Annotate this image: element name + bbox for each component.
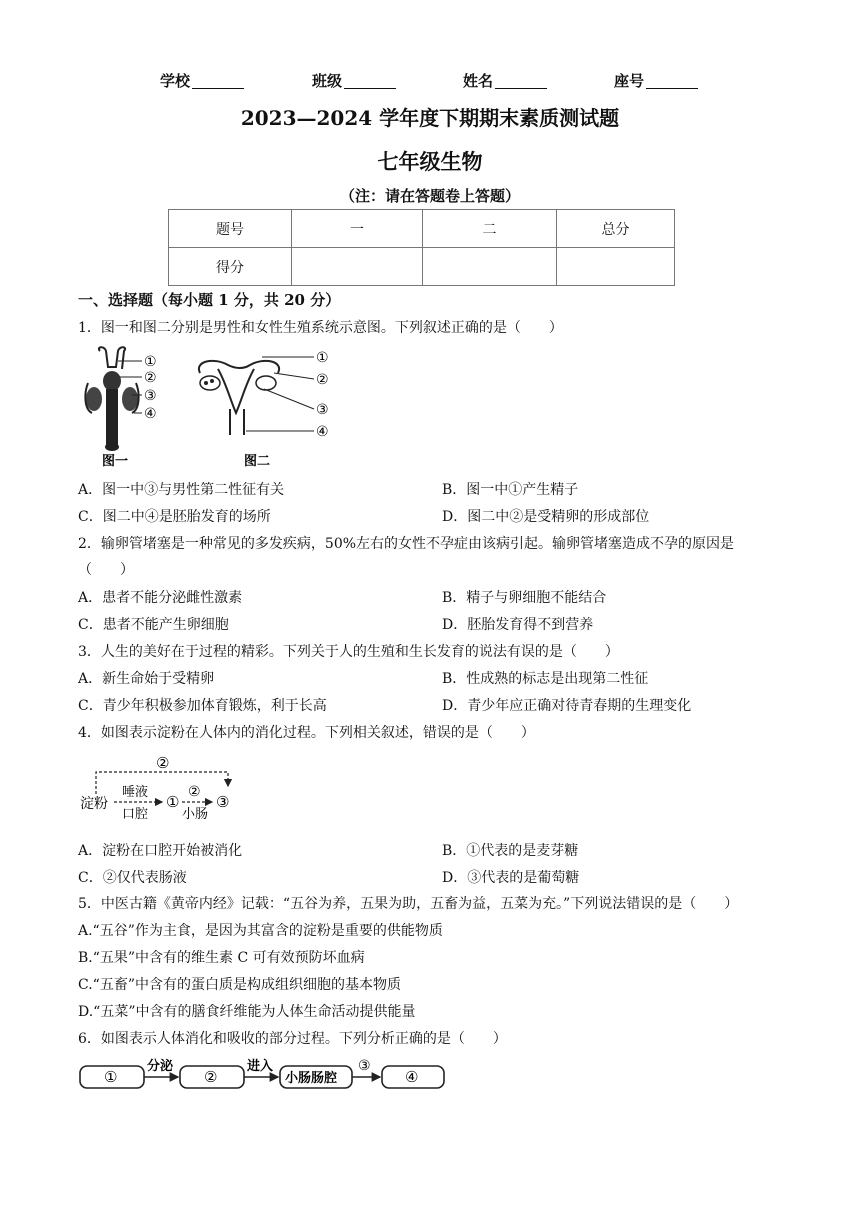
q5-option-d[interactable]: D.“五菜”中含有的膳食纤维能为人体生命活动提供能量: [78, 1004, 416, 1020]
female-system-figure: [199, 350, 329, 469]
box-4-label: ④: [405, 1068, 419, 1086]
q2-stem-paren: （ ）: [78, 562, 134, 578]
score-cell[interactable]: [423, 248, 557, 286]
q4-option-b[interactable]: B．①代表的是麦芽糖: [442, 843, 579, 859]
diagram-node-3: ③: [216, 793, 230, 811]
fig1-label: 图一: [102, 454, 129, 469]
q2-option-b[interactable]: B．精子与卵细胞不能结合: [442, 590, 607, 606]
score-table-row: [169, 248, 675, 286]
exam-title: 2023—2024 学年度下期期末素质测试题: [240, 106, 620, 130]
box-2-label: ②: [204, 1068, 218, 1086]
q3-option-d[interactable]: D．青少年应正确对待青春期的生理变化: [442, 698, 692, 714]
marker-3: ③: [144, 388, 157, 404]
score-table-header-row: [169, 210, 675, 248]
digestion-absorption-diagram: [78, 1054, 448, 1094]
seat-field[interactable]: 座号: [614, 70, 698, 91]
marker-3: ③: [316, 402, 329, 418]
q1-option-b[interactable]: B．图一中①产生精子: [442, 482, 579, 498]
marker-2: ②: [144, 370, 157, 386]
q4-option-c[interactable]: C．②仅代表肠液: [78, 870, 187, 886]
score-row-label: 得分: [169, 248, 292, 286]
exam-note: （注：请在答题卷上答题）: [339, 187, 520, 205]
marker-1: ①: [144, 354, 157, 370]
diagram-saliva: 唾液: [122, 785, 149, 800]
q5-stem: 5．中医古籍《黄帝内经》记载：“五谷为养，五果为助，五畜为益，五菜为充。”下列说法错误的是（ ）: [78, 896, 739, 912]
arrow-enter: 进入: [247, 1059, 274, 1074]
school-field[interactable]: 学校: [160, 70, 244, 91]
q5-option-a[interactable]: A.“五谷”作为主食，是因为其富含的淀粉是重要的供能物质: [78, 923, 443, 939]
diagram-node-2-top: ②: [156, 754, 170, 772]
box-3-label: 小肠肠腔: [285, 1071, 338, 1086]
score-header-cell: 二: [423, 210, 557, 248]
q1-stem: 1．图一和图二分别是男性和女性生殖系统示意图。下列叙述正确的是（ ）: [78, 320, 563, 336]
marker-4: ④: [316, 424, 329, 440]
q3-option-b[interactable]: B．性成熟的标志是出现第二性征: [442, 671, 649, 687]
marker-1: ①: [316, 350, 329, 366]
student-info-row: [0, 70, 860, 92]
diagram-intestine: 小肠: [182, 807, 209, 822]
q1-option-a[interactable]: A．图一中③与男性第二性征有关: [78, 482, 285, 498]
male-system-figure: [85, 347, 156, 469]
score-cell[interactable]: [292, 248, 423, 286]
score-header-cell: 一: [292, 210, 423, 248]
arrow-3: ③: [358, 1058, 371, 1074]
q2-stem: 2．输卵管堵塞是一种常见的多发疾病，50%左右的女性不孕症由该病引起。输卵管堵塞造成不孕的原因是: [78, 536, 735, 552]
score-header-cell: 总分: [557, 210, 675, 248]
q5-option-c[interactable]: C.“五畜”中含有的蛋白质是构成组织细胞的基本物质: [78, 977, 401, 993]
name-field[interactable]: 姓名: [463, 70, 547, 91]
q1-figures: [78, 343, 348, 470]
arrow-secrete: 分泌: [147, 1059, 174, 1074]
exam-subject: 七年级生物: [377, 149, 483, 174]
q2-option-d[interactable]: D．胚胎发育得不到营养: [442, 617, 594, 633]
q3-stem: 3．人生的美好在于过程的精彩。下列关于人的生殖和生长发育的说法有误的是（ ）: [78, 644, 619, 660]
q1-option-c[interactable]: C．图二中④是胚胎发育的场所: [78, 509, 271, 525]
diagram-node-2: ②: [188, 784, 201, 800]
q2-option-c[interactable]: C．患者不能产生卵细胞: [78, 617, 229, 633]
diagram-node-1: ①: [166, 793, 180, 811]
q6-stem: 6．如图表示人体消化和吸收的部分过程。下列分析正确的是（ ）: [78, 1031, 507, 1047]
marker-4: ④: [144, 406, 157, 422]
fig2-label: 图二: [244, 454, 271, 469]
score-table: [168, 209, 675, 286]
q4-option-d[interactable]: D．③代表的是葡萄糖: [442, 870, 580, 886]
q1-option-d[interactable]: D．图二中②是受精卵的形成部位: [442, 509, 650, 525]
diagram-starch: 淀粉: [80, 796, 108, 812]
score-header-cell: 题号: [169, 210, 292, 248]
q3-option-c[interactable]: C．青少年积极参加体育锻炼，利于长高: [78, 698, 327, 714]
marker-2: ②: [316, 372, 329, 388]
q4-option-a[interactable]: A．淀粉在口腔开始被消化: [78, 843, 243, 859]
diagram-mouth: 口腔: [122, 807, 149, 822]
box-1-label: ①: [104, 1068, 118, 1086]
class-field[interactable]: 班级: [312, 70, 396, 91]
q2-option-a[interactable]: A．患者不能分泌雌性激素: [78, 590, 243, 606]
q3-option-a[interactable]: A．新生命始于受精卵: [78, 671, 215, 687]
q5-option-b[interactable]: B.“五果”中含有的维生素 C 可有效预防坏血病: [78, 950, 365, 966]
score-cell[interactable]: [557, 248, 675, 286]
section-title: 一、选择题（每小题 1 分，共 20 分）: [78, 291, 341, 309]
q4-stem: 4．如图表示淀粉在人体内的消化过程。下列相关叙述，错误的是（ ）: [78, 725, 535, 741]
starch-digestion-diagram: [78, 750, 248, 830]
